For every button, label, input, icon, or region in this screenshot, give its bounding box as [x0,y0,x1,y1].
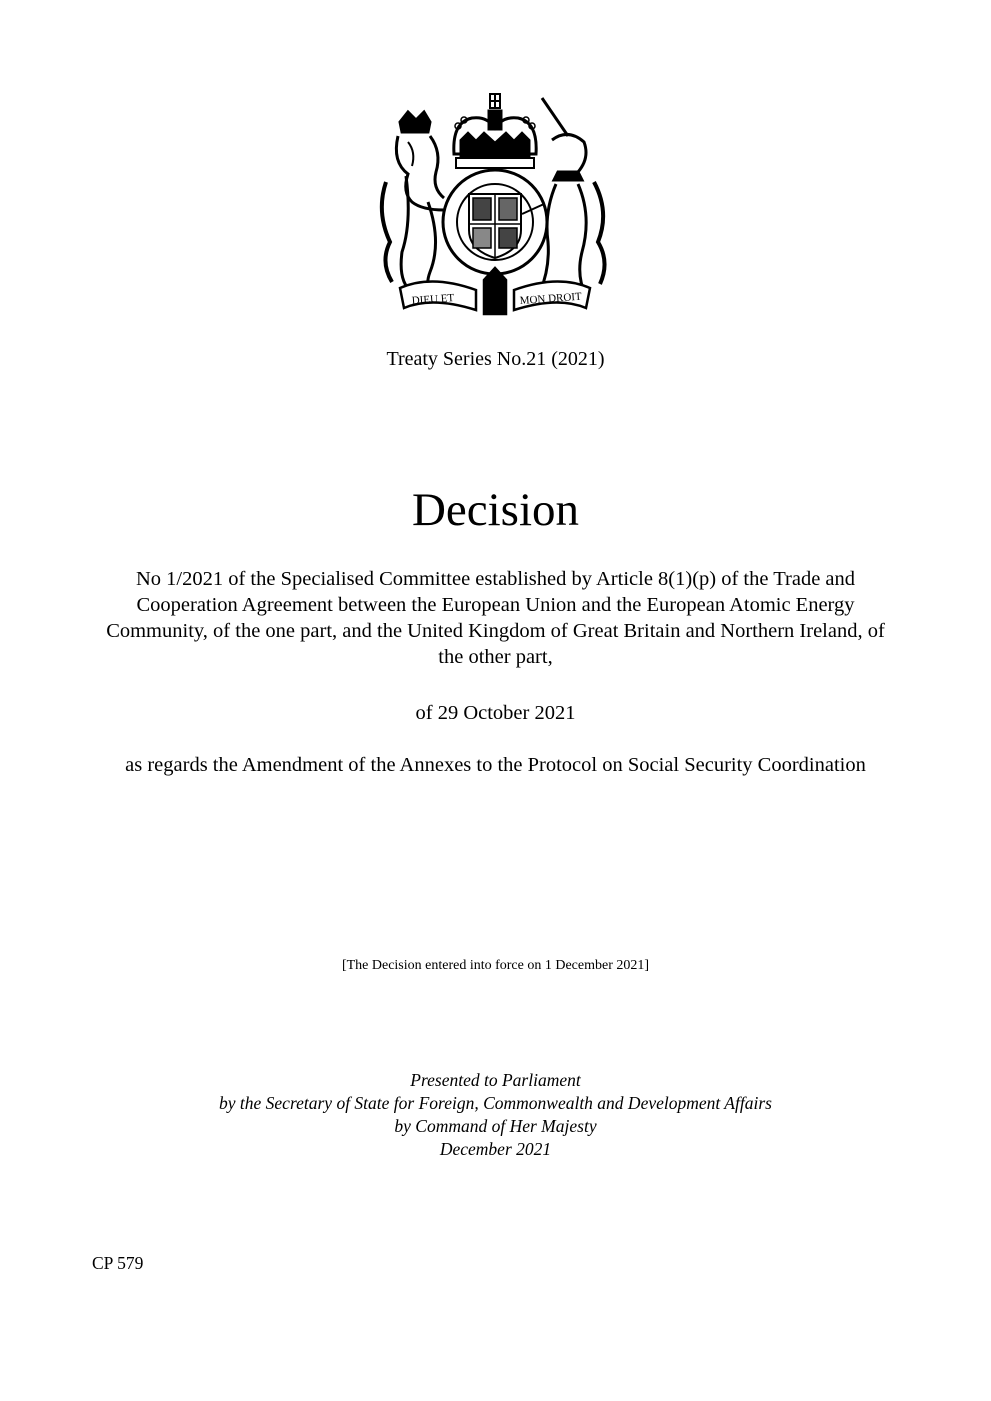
document-title: Decision [411,484,580,536]
treaty-series-number: Treaty Series No.21 (2021) [386,348,605,370]
presentation-statement [0,1069,991,1161]
entry-into-force-note: [The Decision entered into force on 1 December 2021] [341,958,650,973]
decision-subject: as regards the Amendment of the Annexes to the Protocol on Social Security Coordination [125,754,866,776]
svg-text:DIEU ET: DIEU ET [411,292,455,307]
command-paper-number: CP 579 [92,1253,144,1273]
decision-description: No 1/2021 of the Specialised Committee established by Article 8(1)(p) of the Trade and Cooperation Agreement between the European Union and the European Atomic Energy Community, of the one part, and the United Kingdom of Great Britain and Northern Ireland, of the other part, [106,568,885,668]
presented-line-4: December 2021 [439,1139,552,1159]
presented-line-3: by Command of Her Majesty [394,1116,597,1136]
presented-line-1: Presented to Parliament [410,1070,581,1090]
presented-line-2: by the Secretary of State for Foreign, Commonwealth and Development Affairs [219,1093,772,1113]
royal-coat-of-arms-icon [372,92,618,318]
svg-text:MON DROIT: MON DROIT [519,290,583,307]
decision-date: of 29 October 2021 [415,702,576,724]
